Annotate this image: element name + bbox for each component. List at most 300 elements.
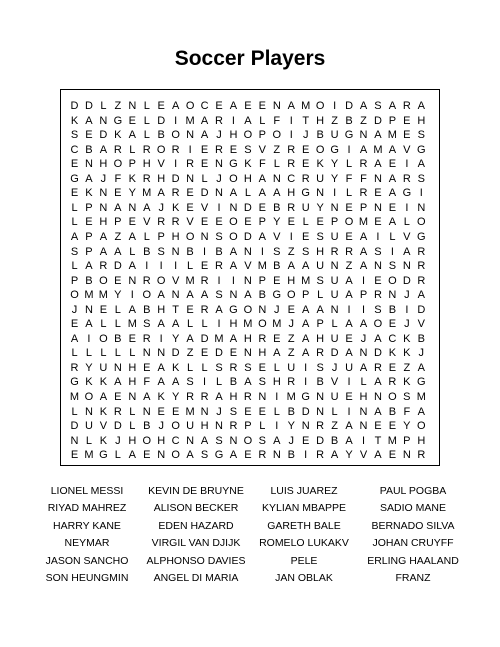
grid-letter: R: [215, 143, 223, 156]
grid-letter: C: [200, 100, 209, 112]
grid-letter: R: [287, 376, 296, 389]
grid-letter: N: [128, 201, 137, 214]
grid-letter: E: [258, 201, 267, 214]
grid-letter: L: [345, 187, 353, 200]
grid-letter: O: [243, 434, 253, 447]
grid-letter: N: [70, 434, 79, 447]
grid-letter: R: [316, 347, 325, 360]
grid-letter: B: [186, 245, 194, 258]
grid-letter: Z: [360, 114, 367, 127]
grid-letter: A: [244, 289, 252, 302]
grid-letter: N: [200, 230, 209, 243]
grid-letter: F: [273, 114, 281, 127]
grid-letter: E: [200, 143, 209, 156]
grid-letter: H: [229, 129, 238, 142]
grid-letter: N: [373, 391, 382, 403]
grid-letter: L: [129, 420, 136, 433]
grid-letter: M: [301, 100, 311, 112]
grid-letter: I: [260, 245, 264, 258]
grid-letter: N: [330, 303, 339, 316]
grid-letter: N: [84, 405, 93, 418]
grid-letter: A: [374, 332, 382, 345]
grid-letter: E: [388, 318, 397, 331]
grid-letter: S: [229, 405, 238, 418]
grid-letter: N: [316, 391, 325, 403]
grid-letter: A: [345, 347, 353, 360]
word-bank-item: GARETH BALE: [267, 519, 341, 532]
grid-letter: O: [417, 420, 426, 433]
grid-letter: O: [171, 420, 180, 433]
grid-letter: P: [359, 289, 368, 302]
grid-letter: N: [272, 100, 281, 112]
grid-letter: Z: [114, 230, 122, 243]
grid-letter: L: [302, 216, 309, 229]
grid-letter: J: [288, 318, 294, 331]
grid-letter: R: [417, 449, 426, 462]
grid-letter: P: [85, 201, 93, 214]
grid-letter: G: [301, 187, 310, 200]
grid-letter: R: [99, 260, 108, 273]
grid-letter: V: [244, 260, 252, 273]
grid-letter: D: [171, 347, 180, 360]
grid-letter: M: [98, 289, 108, 302]
grid-letter: E: [388, 158, 397, 171]
grid-letter: O: [286, 289, 296, 302]
grid-letter: E: [258, 361, 267, 374]
grid-letter: H: [316, 332, 325, 345]
grid-letter: S: [316, 230, 324, 243]
grid-letter: Z: [273, 143, 281, 156]
grid-letter: B: [388, 303, 397, 316]
grid-letter: J: [216, 405, 222, 418]
grid-letter: K: [244, 158, 252, 171]
word-bank-item: JAN OBLAK: [275, 572, 333, 584]
grid-letter: A: [359, 245, 368, 258]
grid-letter: I: [217, 318, 221, 331]
grid-letter: P: [128, 158, 136, 171]
grid-letter: J: [418, 347, 425, 360]
grid-letter: L: [114, 303, 121, 316]
grid-letter: L: [259, 114, 266, 127]
grid-letter: I: [333, 100, 337, 112]
grid-letter: S: [302, 245, 310, 258]
grid-letter: N: [113, 361, 122, 374]
grid-letter: B: [287, 449, 295, 462]
grid-letter: V: [258, 143, 267, 156]
grid-letter: E: [186, 187, 194, 200]
grid-letter: S: [215, 230, 223, 243]
grid-letter: L: [187, 318, 194, 331]
grid-letter: O: [99, 274, 108, 287]
grid-letter: Z: [331, 420, 338, 433]
grid-letter: L: [100, 318, 107, 331]
grid-letter: Y: [287, 420, 295, 433]
grid-letter: E: [128, 114, 136, 127]
grid-letter: R: [402, 172, 411, 185]
grid-letter: I: [419, 187, 423, 200]
grid-letter: A: [417, 361, 425, 374]
grid-letter: E: [229, 347, 238, 360]
grid-letter: Z: [345, 260, 353, 273]
grid-letter: J: [302, 129, 309, 142]
grid-letter: L: [71, 260, 78, 273]
grid-letter: S: [157, 245, 165, 258]
grid-letter: S: [417, 129, 425, 142]
grid-letter: O: [243, 303, 253, 316]
grid-letter: G: [272, 289, 282, 302]
grid-letter: L: [201, 318, 208, 331]
grid-letter: A: [128, 230, 136, 243]
grid-letter: E: [374, 274, 382, 287]
grid-letter: A: [157, 289, 165, 302]
grid-letter: P: [157, 230, 165, 243]
grid-letter: L: [100, 100, 107, 112]
grid-letter: N: [243, 245, 252, 258]
grid-letter: O: [373, 318, 383, 331]
grid-letter: A: [302, 347, 310, 360]
grid-letter: E: [85, 216, 93, 229]
grid-letter: A: [273, 347, 281, 360]
grid-letter: A: [186, 449, 194, 462]
grid-letter: B: [273, 201, 281, 214]
grid-letter: L: [129, 347, 136, 360]
grid-letter: F: [143, 376, 151, 389]
grid-letter: H: [200, 420, 209, 433]
grid-letter: M: [142, 187, 152, 200]
grid-letter: I: [174, 260, 178, 273]
grid-letter: P: [388, 114, 397, 127]
grid-letter: C: [287, 172, 296, 185]
grid-letter: L: [273, 361, 280, 374]
grid-letter: A: [374, 129, 382, 142]
grid-letter: B: [345, 114, 353, 127]
grid-letter: V: [403, 143, 411, 156]
grid-letter: D: [330, 347, 339, 360]
grid-letter: R: [229, 420, 238, 433]
grid-letter: D: [301, 405, 310, 418]
word-bank-row: [0, 517, 500, 535]
grid-letter: B: [215, 245, 223, 258]
grid-letter: A: [200, 289, 209, 302]
grid-letter: D: [316, 434, 325, 447]
grid-letter: A: [374, 376, 382, 389]
grid-letter: O: [388, 274, 397, 287]
grid-letter: S: [244, 361, 252, 374]
grid-letter: E: [114, 187, 122, 200]
grid-letter: A: [215, 303, 223, 316]
grid-letter: S: [374, 100, 382, 112]
grid-letter: J: [115, 434, 121, 447]
grid-letter: A: [114, 201, 122, 214]
grid-letter: I: [174, 158, 178, 171]
grid-letter: L: [403, 216, 410, 229]
grid-letter: N: [388, 289, 397, 302]
grid-letter: H: [128, 361, 137, 374]
grid-letter: U: [330, 289, 339, 302]
grid-letter: N: [84, 158, 93, 171]
grid-letter: Y: [114, 289, 122, 302]
grid-letter: P: [403, 434, 411, 447]
grid-letter: Y: [85, 361, 93, 374]
grid-letter: L: [244, 187, 251, 200]
grid-letter: A: [403, 245, 411, 258]
word-bank-row: [0, 482, 500, 500]
grid-letter: M: [127, 318, 137, 331]
grid-letter: P: [330, 216, 339, 229]
grid-letter: H: [316, 245, 325, 258]
grid-letter: I: [145, 260, 149, 273]
grid-letter: A: [388, 143, 397, 156]
grid-letter: A: [99, 391, 108, 403]
grid-letter: G: [330, 143, 339, 156]
grid-letter: N: [229, 434, 238, 447]
grid-letter: Y: [128, 187, 136, 200]
grid-letter: B: [143, 245, 151, 258]
grid-letter: N: [215, 420, 223, 433]
grid-letter: L: [259, 420, 266, 433]
grid-letter: N: [373, 201, 382, 214]
grid-letter: K: [85, 376, 93, 389]
word-bank-item: PELE: [290, 554, 318, 567]
grid-letter: N: [243, 347, 252, 360]
grid-letter: R: [142, 332, 151, 345]
grid-letter: E: [143, 449, 151, 462]
grid-letter: E: [128, 332, 136, 345]
grid-letter: N: [229, 289, 238, 302]
grid-letter: E: [128, 216, 136, 229]
grid-letter: A: [200, 114, 209, 127]
grid-letter: B: [114, 332, 122, 345]
grid-letter: G: [417, 376, 426, 389]
grid-letter: O: [171, 129, 180, 142]
word-bank-item: BERNADO SILVA: [371, 519, 455, 532]
grid-letter: D: [402, 274, 411, 287]
grid-letter: O: [185, 230, 195, 243]
grid-letter: D: [243, 230, 252, 243]
grid-letter: A: [388, 172, 397, 185]
grid-letter: N: [200, 405, 209, 418]
grid-letter: R: [258, 332, 267, 345]
word-bank-item: ALISON BECKER: [153, 502, 239, 515]
grid-letter: A: [359, 230, 368, 243]
grid-letter: D: [345, 100, 354, 112]
grid-letter: H: [272, 376, 281, 389]
grid-letter: T: [374, 434, 382, 447]
grid-letter: A: [374, 158, 382, 171]
grid-letter: L: [129, 245, 136, 258]
grid-letter: O: [315, 100, 325, 112]
grid-letter: A: [85, 172, 93, 185]
grid-letter: R: [301, 172, 310, 185]
grid-letter: L: [85, 434, 92, 447]
grid-letter: N: [359, 347, 368, 360]
grid-letter: U: [301, 201, 310, 214]
grid-letter: E: [70, 318, 79, 331]
word-bank-item: RIYAD MAHREZ: [47, 502, 127, 515]
word-bank-item: SADIO MANE: [380, 502, 446, 515]
grid-letter: F: [360, 172, 367, 185]
word-bank-item: ALPHONSO DAVIES: [146, 554, 246, 567]
grid-letter: G: [344, 129, 354, 142]
grid-letter: M: [185, 114, 195, 127]
grid-letter: B: [316, 376, 324, 389]
grid-letter: L: [331, 405, 338, 418]
grid-letter: P: [316, 318, 324, 331]
grid-letter: O: [388, 391, 397, 403]
grid-letter: U: [330, 129, 339, 142]
grid-letter: N: [272, 172, 281, 185]
grid-letter: O: [70, 289, 79, 302]
grid-letter: R: [417, 260, 426, 273]
grid-letter: A: [186, 289, 194, 302]
grid-letter: U: [330, 332, 339, 345]
grid-row: [61, 447, 439, 464]
grid-letter: A: [157, 376, 165, 389]
grid-letter: A: [417, 405, 425, 418]
grid-letter: A: [345, 434, 353, 447]
grid-letter: A: [171, 100, 180, 112]
grid-letter: K: [171, 201, 180, 214]
grid-letter: I: [217, 201, 221, 214]
grid-letter: E: [229, 143, 238, 156]
grid-letter: M: [286, 391, 296, 403]
grid-letter: E: [403, 114, 411, 127]
grid-letter: H: [417, 114, 426, 127]
grid-letter: Y: [330, 158, 339, 171]
grid-letter: E: [374, 187, 382, 200]
grid-letter: T: [302, 114, 310, 127]
grid-letter: I: [289, 230, 293, 243]
grid-letter: Z: [287, 245, 295, 258]
grid-letter: A: [345, 318, 353, 331]
grid-letter: R: [200, 303, 209, 316]
grid-letter: U: [330, 391, 339, 403]
grid-letter: U: [84, 420, 93, 433]
grid-letter: A: [345, 420, 353, 433]
grid-letter: O: [84, 391, 94, 403]
grid-letter: K: [316, 158, 324, 171]
grid-letter: G: [214, 449, 224, 462]
grid-letter: L: [114, 347, 121, 360]
grid-letter: M: [416, 391, 426, 403]
grid-letter: Y: [171, 391, 180, 403]
word-bank-row: [0, 569, 500, 587]
grid-letter: N: [316, 405, 325, 418]
word-bank-item: VIRGIL VAN DJIJK: [151, 537, 241, 550]
grid-letter: I: [390, 245, 394, 258]
word-bank-item: EDEN HAZARD: [158, 519, 234, 532]
grid-letter: B: [330, 434, 339, 447]
grid-letter: J: [216, 172, 222, 185]
word-bank-item: LUIS JUAREZ: [270, 485, 338, 497]
grid-letter: B: [143, 303, 151, 316]
grid-letter: Z: [186, 347, 194, 360]
grid-letter: L: [71, 405, 78, 418]
grid-letter: O: [99, 332, 108, 345]
word-bank-row: [0, 552, 500, 570]
grid-letter: E: [70, 187, 79, 200]
grid-letter: R: [402, 100, 411, 112]
grid-letter: G: [301, 391, 310, 403]
grid-letter: I: [405, 201, 409, 214]
grid-letter: H: [142, 158, 151, 171]
word-bank-item: KEVIN DE BRUYNE: [148, 485, 244, 497]
grid-letter: N: [330, 260, 339, 273]
grid-letter: A: [215, 391, 223, 403]
grid-letter: Y: [316, 201, 324, 214]
grid-letter: E: [302, 143, 310, 156]
grid-letter: S: [186, 376, 194, 389]
grid-letter: I: [376, 230, 380, 243]
grid-letter: E: [186, 201, 194, 214]
grid-letter: N: [330, 201, 339, 214]
grid-letter: A: [302, 260, 310, 273]
grid-letter: G: [229, 303, 238, 316]
grid-letter: E: [258, 405, 267, 418]
grid-letter: E: [287, 303, 295, 316]
grid-letter: R: [113, 405, 122, 418]
grid-letter: O: [229, 172, 238, 185]
grid-letter: N: [215, 187, 223, 200]
grid-letter: V: [359, 449, 368, 462]
grid-letter: M: [69, 391, 80, 403]
grid-letter: P: [70, 274, 79, 287]
grid-letter: R: [345, 245, 354, 258]
grid-letter: I: [304, 376, 308, 389]
grid-letter: F: [403, 405, 411, 418]
grid-letter: A: [200, 129, 209, 142]
grid-letter: V: [330, 376, 339, 389]
grid-letter: D: [200, 187, 209, 200]
grid-letter: U: [330, 230, 339, 243]
grid-letter: O: [185, 100, 195, 112]
grid-letter: O: [344, 216, 354, 229]
grid-letter: P: [302, 289, 310, 302]
grid-letter: R: [215, 114, 223, 127]
grid-letter: S: [70, 245, 79, 258]
grid-letter: A: [258, 187, 267, 200]
grid-letter: S: [374, 303, 382, 316]
grid-letter: A: [273, 187, 281, 200]
grid-letter: A: [273, 434, 281, 447]
grid-letter: L: [187, 361, 194, 374]
grid-letter: R: [373, 289, 382, 302]
grid-letter: I: [275, 420, 279, 433]
grid-letter: N: [99, 114, 108, 127]
grid-letter: G: [417, 230, 426, 243]
grid-letter: U: [287, 361, 296, 374]
grid-letter: E: [302, 158, 310, 171]
grid-letter: E: [171, 405, 180, 418]
grid-letter: E: [114, 274, 122, 287]
grid-letter: B: [273, 260, 281, 273]
grid-letter: R: [186, 391, 195, 403]
grid-letter: R: [171, 187, 180, 200]
grid-letter: D: [417, 303, 426, 316]
grid-letter: A: [143, 391, 151, 403]
grid-letter: O: [315, 143, 325, 156]
grid-letter: A: [229, 100, 238, 112]
grid-letter: E: [186, 303, 194, 316]
grid-letter: R: [200, 391, 209, 403]
grid-letter: I: [347, 376, 351, 389]
grid-letter: O: [243, 129, 253, 142]
grid-letter: A: [85, 260, 93, 273]
grid-letter: M: [185, 405, 195, 418]
grid-letter: H: [157, 172, 166, 185]
grid-letter: A: [345, 274, 353, 287]
grid-letter: R: [142, 143, 151, 156]
